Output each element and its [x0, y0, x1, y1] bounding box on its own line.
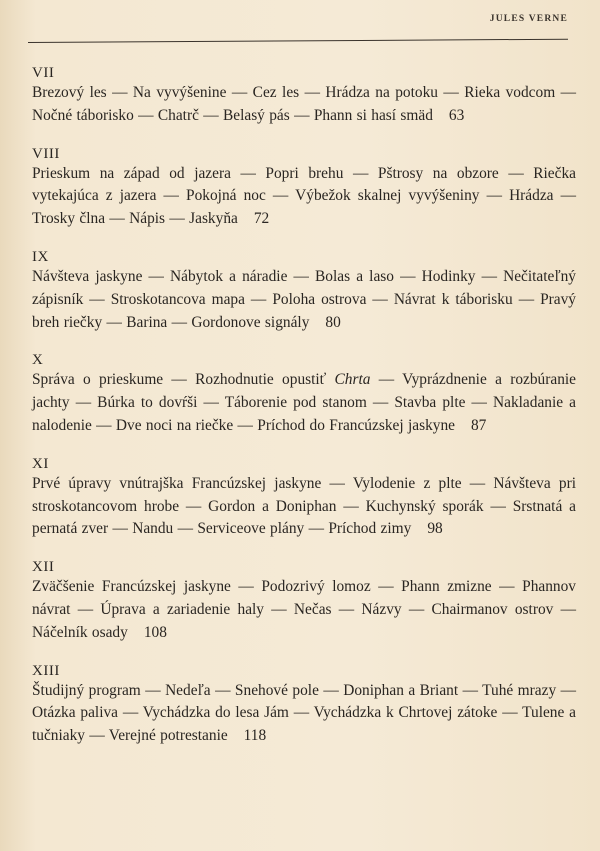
chapter-number: IX [32, 248, 49, 265]
chapter-number: VII [32, 65, 55, 81]
chapter-summary-text: Zväčšenie Francúzskej jaskyne — Podozrivý lomoz — Phann zmizne — Phannov návrat — Úprava a zariadenie haly — Nečas — Názvy — Chairmanov ostrov — Náčelník osady [32, 578, 576, 641]
chapter-number: XI [32, 455, 49, 472]
chapter-entry-vii [32, 66, 576, 128]
chapter-summary-text: Návšteva jaskyne — Nábytok a náradie — Bolas a laso — Hodinky — Nečitateľný zápisník — Stroskotancova mapa — Poloha ostrova — Návrat k táborisku — Pravý breh riečky — Barina — Gordonove signály [32, 267, 576, 331]
chapter-number: VIII [32, 145, 60, 162]
chapter-summary [32, 266, 576, 334]
chapter-page-number: 118 [243, 727, 267, 745]
chapter-summary-text: Prvé úpravy vnútrajška Francúzskej jaskyne — Vylodenie z plte — Návšteva pri stroskotancovom hrobe — Gordon a Doniphan — Kuchynský sporák — Srstnatá a pernatá zver — Nandu — Serviceove plány — Príchod zimy [32, 474, 576, 538]
header-rule [28, 39, 568, 43]
chapter-summary [32, 163, 576, 231]
chapter-entry-viii [32, 147, 576, 231]
chapter-summary-text-before: Správa o prieskume — Rozhodnutie opustiť [32, 371, 335, 389]
chapter-page-number: 87 [470, 416, 487, 434]
chapter-entry-xiii [32, 664, 576, 748]
chapter-page-number: 108 [143, 623, 167, 641]
chapter-page-number: 72 [253, 210, 270, 228]
chapter-entry-xi [32, 457, 576, 541]
chapter-summary [32, 680, 576, 748]
chapter-summary [32, 576, 576, 644]
chapter-number: XII [32, 559, 55, 576]
chapter-summary [32, 369, 576, 437]
chapter-entry-xii [32, 560, 576, 644]
chapter-number: X [32, 352, 44, 369]
chapter-page-number: 63 [448, 106, 465, 124]
chapter-summary [32, 473, 576, 541]
chapter-summary-text-after: — Vyprázdnenie a rozbúranie jachty — Búrka to dovŕši — Táborenie pod stanom — Stavba plte — Nakladanie a nalodenie — Dve noci na riečke — Príchod do Francúzskej jaskyne [32, 371, 576, 434]
chapter-summary [32, 82, 576, 128]
chapter-number: XIII [32, 662, 60, 679]
chapter-summary-text: Brezový les — Na vyvýšenine — Cez les — Hrádza na potoku — Rieka vodcom — Nočné táborisko — Chatrč — Belasý pás — Phann si hasí smäd [32, 84, 576, 124]
chapter-summary-text: Prieskum na západ od jazera — Popri brehu — Pštrosy na obzore — Riečka vytekajúca z jazera — Pokojná noc — Výbežok skalnej vyvýšeniny — Hrádza — Trosky člna — Nápis — Jaskyňa [32, 164, 576, 228]
chapter-entry-ix [32, 250, 576, 334]
chapter-page-number: 98 [427, 520, 443, 538]
chapter-summary-text: Študijný program — Nedeľa — Snehové pole — Doniphan a Briant — Tuhé mrazy — Otázka paliva — Vychádzka do lesa Jám — Vychádzka k Chrtovej zátoke — Tulene a tučniaky — Verejné potrestanie [32, 681, 576, 745]
chapter-page-number: 80 [325, 313, 341, 331]
chapter-summary-italic-ship-name: Chrta [334, 371, 371, 389]
chapter-entry-x [32, 353, 576, 437]
table-of-contents [32, 66, 576, 767]
running-head: JULES VERNE [489, 14, 568, 24]
